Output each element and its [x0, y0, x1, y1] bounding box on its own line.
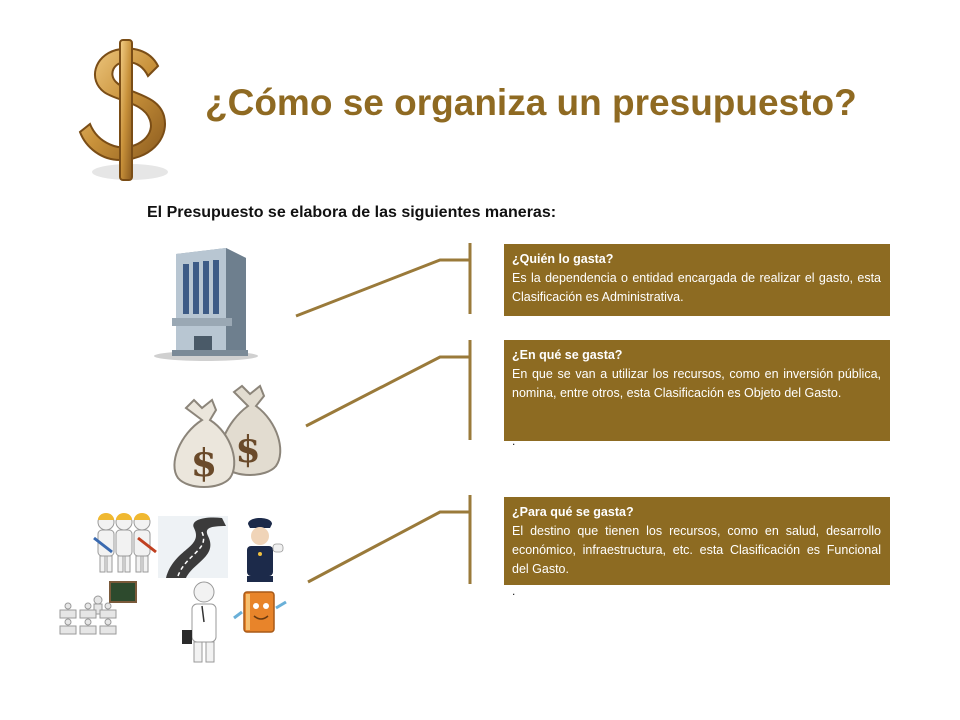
svg-text:$: $	[190, 440, 218, 485]
connector-3	[308, 512, 470, 582]
page-subtitle: El Presupuesto se elabora de las siguientes maneras:	[147, 204, 557, 221]
road-icon	[158, 516, 228, 578]
page-title: ¿Cómo se organiza un presupuesto?	[205, 82, 857, 123]
connector-1	[296, 260, 470, 316]
info-box-question: ¿Para qué se gasta?	[512, 505, 634, 519]
connector-2	[306, 357, 470, 426]
info-box-question: ¿En qué se gasta?	[512, 348, 623, 362]
svg-text:$: $	[235, 429, 261, 471]
dollar-sign-icon	[70, 36, 180, 186]
marker-dot: .	[512, 434, 516, 448]
info-box-text: En que se van a utilizar los recursos, como en inversión pública, nomina, entre otros, esta Clasificación es Objeto del Gasto.	[512, 367, 881, 400]
book-character-icon	[234, 592, 286, 632]
office-building-icon	[150, 244, 260, 362]
info-box-text: El destino que tienen los recursos, como en salud, desarrollo económico, infraestructura, etc. esta Clasificación es Funcional del Gasto.	[512, 524, 881, 576]
info-box-administrativa	[504, 244, 890, 316]
construction-workers-icon	[94, 513, 156, 572]
info-box-text: Es la dependencia o entidad encargada de realizar el gasto, esta Clasificación es Administrativa.	[512, 271, 881, 304]
classroom-icon	[60, 582, 136, 634]
info-box-funcional	[504, 497, 890, 585]
doctor-icon	[182, 582, 216, 662]
marker-dot: .	[512, 584, 516, 598]
police-officer-icon	[247, 518, 283, 582]
info-box-question: ¿Quién lo gasta?	[512, 252, 614, 266]
public-services-icons	[54, 508, 304, 668]
money-bags-icon	[168, 382, 292, 494]
info-box-objeto-del-gasto	[504, 340, 890, 441]
